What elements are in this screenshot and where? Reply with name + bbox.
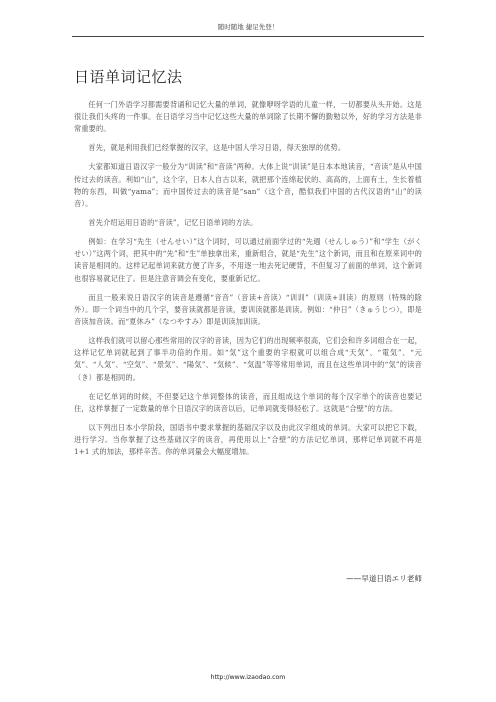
paragraph-kun-on-readings: 大家都知道日语汉字一般分为“训读”和“音读”两种。大体上说“训读”是日本本地读音，“音读”是从中国传过去的读音。利如“山”，这个字，日本人自古以来，就把那个连绵起伏的、高高的，上面有土，生长着植物的东西，叫做“yama”；而中国传过去的读音是“san”（这个音，酷似我们中国的古代汉语的“山”的读音）。 — [74, 162, 422, 209]
paragraph-reading-rules: 而且一般来说日语汉字的读音是遵循“音音”（音读+音读）“训训”（训读+训读）的原则（特殊的除外）。即一个词当中的几个字，要音读就都是音读，要训读就都是训读。例如：“仲日”（きゅうじつ），即是音读加音读。而“夏休み”（なつやすみ）即是训读加训读。 — [74, 292, 422, 327]
paragraph-gouheki-method: 在记忆单词的时候，不但要记这个单词整体的读音，而且组成这个单词的每个汉字单个的读音也要记住，这样掌握了一定数量的单个日语汉字的读音以后，记单词就变得轻松了。这就是“合壁”的方法。 — [74, 391, 422, 413]
header-divider — [72, 36, 424, 37]
paragraph-kanji-list-intro: 以下列出日本小学阶段，国语书中要求掌握的基础汉字以及由此汉字组成的单词。大家可以把它下载，进行学习。当你掌握了这些基础汉字的读音，再使用以上“合壁”的方法记忆单词，那样记单词就不再是 1+1 式的加法，那样辛苦。你的单词量会大幅度增加。 — [74, 422, 422, 457]
paragraph-ki-compounds: 这样我们就可以留心那些常用的汉字的音读，因为它们的出现频率很高，它们会和许多词组合在一起，这样记忆单词就起到了事半功倍的作用。如“気”这个重要的字根就可以组合成“天気”、“電気”、“元気”、“人気”、“空気”、“景気”、“陽気”、“気候”、“気温”等等常用单词，而且在这些单词中的“気”的读音（き）都是相同的。 — [74, 336, 422, 382]
footer-url[interactable]: http://www.izaodao.com — [210, 674, 286, 681]
paragraph-intro: 任何一门外语学习都需要背诵和记忆大量的单词，就像咿呀学语的儿童一样，一切都要从头开始。这是很让我们头疼的一件事。在日语学习当中记忆这些大量的单词除了长期不懈的勤勉以外，好的学习方法是非常重要的。 — [74, 100, 422, 134]
paragraph-method-intro: 首先介绍运用日语的“音读”，记忆日语单词的方法。 — [88, 218, 258, 228]
document-body — [74, 99, 422, 465]
paragraph-kanji-advantage: 首先，就是利用我们已经掌握的汉字，这是中国人学习日语，得天独厚的优势。 — [88, 143, 346, 153]
page-header: 随时随地 捷足先登！ — [217, 23, 279, 31]
document-title: 日语单词记忆法 — [74, 68, 183, 86]
paragraph-example-sensei: 例如：在学习“先生（せんせい）”这个词时，可以通过前面学过的“先週（せんしゅう）”和“学生（がくせい）”这两个词，把其中的“先”和“生”单独拿出来，重新组合，就是“先生”这个新词，而且和在原来词中的读音是相同的。这样记起单词来就方便了许多，不用逐一地去死记硬背，不但复习了前面的单词，这个新词也很容易就记住了。但是注意音调会有变化，要重新记忆。 — [74, 237, 422, 283]
author-signature: ——早道日语エリ老师 — [346, 574, 422, 583]
